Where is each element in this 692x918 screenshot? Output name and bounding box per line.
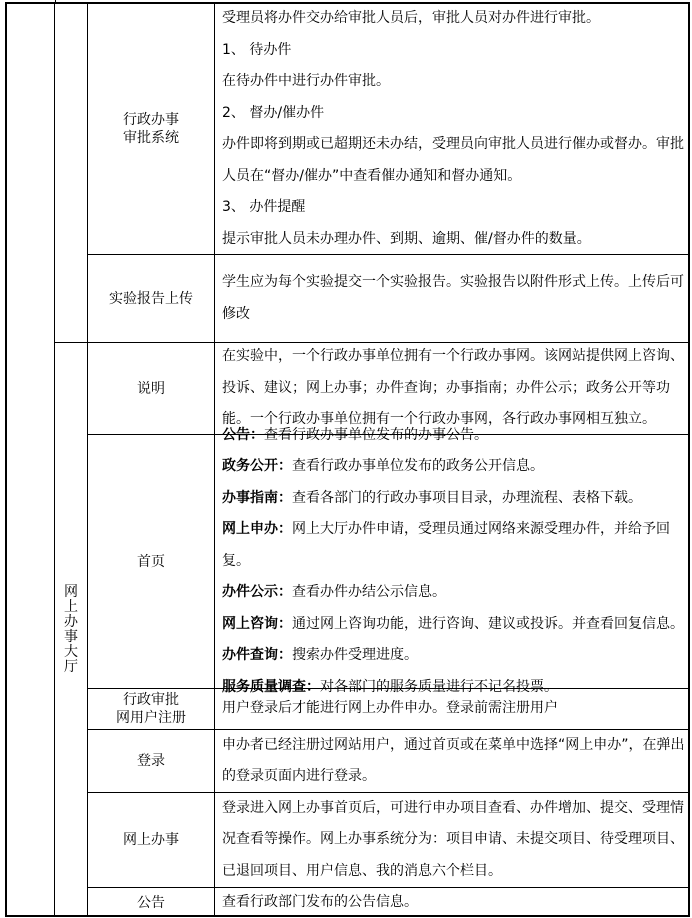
row-content-online-service — [215, 793, 688, 888]
row-label-line: 公告 — [137, 894, 165, 911]
row-label-line: 网上办事 — [123, 832, 179, 848]
content-paragraph: 学生应为每个实验提交一个实验报告。实验报告以附件形式上传。上传后可修改 — [222, 274, 684, 322]
row-label-login — [88, 730, 215, 793]
term-bold: 办件公示： — [222, 584, 292, 601]
term-bold: 网上咨询： — [222, 615, 292, 632]
row-label-line: 说明 — [137, 380, 165, 397]
row-content-notice — [215, 888, 688, 917]
content-paragraph: 查看行政部门发布的公告信息。 — [222, 893, 418, 910]
row-content-report-upload — [215, 255, 688, 343]
content-paragraph: 2、 督办/催办件 — [222, 104, 325, 121]
upper-category-empty-cell — [55, 4, 88, 343]
section-label-char: 办 — [64, 614, 78, 630]
row-label-approval-system — [88, 4, 215, 255]
term-bold: 办事指南： — [222, 489, 292, 506]
section-label-vertical — [64, 585, 78, 675]
term-bold: 公告： — [222, 426, 264, 443]
row-label-notice — [88, 888, 215, 917]
term-bold: 服务质量调查： — [222, 678, 320, 695]
row-content-homepage — [215, 426, 688, 695]
row-label-line: 审批系统 — [123, 130, 179, 146]
content-paragraph: 在待办件中进行办件审批。 — [222, 73, 390, 89]
row-label-line: 首页 — [137, 553, 165, 570]
content-paragraph: 办件查询：搜索办件受理进度。 — [222, 647, 418, 664]
content-paragraph: 在实验中，一个行政办事单位拥有一个行政办事网。该网站提供网上咨询、投诉、建议；网上办事；办件查询；办事指南；办件公示；政务公开等功能。一个行政办事单位拥有一个行政办事网，各行政办事网相互独立。 — [222, 348, 684, 428]
content-paragraph: 网上申办：网上大厅办件申请，受理员通过网络来源受理办件，并给予回复。 — [222, 521, 670, 569]
section-category-cell — [55, 343, 88, 917]
content-paragraph: 公告：查看行政办事单位发布的办事公告。 — [222, 426, 488, 443]
term-bold: 网上申办： — [222, 521, 292, 538]
section-label-char: 上 — [64, 599, 78, 615]
section-label-char: 事 — [64, 629, 78, 645]
content-paragraph: 网上咨询：通过网上咨询功能，进行咨询、建议或投诉。并查看回复信息。 — [222, 615, 684, 632]
content-paragraph: 办件即将到期或已超期还未办结，受理员向审批人员进行催办或督办。审批人员在“督办/催办”中查看催办通知和督办通知。 — [222, 136, 684, 184]
content-paragraph: 1、 待办件 — [222, 41, 292, 58]
content-paragraph: 受理员将办件交办给审批人员后，审批人员对办件进行审批。 — [222, 10, 600, 26]
section-label-char: 网 — [64, 584, 78, 600]
row-content-approval-system — [215, 4, 688, 255]
row-label-user-register — [88, 689, 215, 730]
row-label-line: 网用户注册 — [116, 710, 186, 726]
row-label-description — [88, 343, 215, 435]
content-paragraph: 服务质量调查：对各部门的服务质量进行不记名投票。 — [222, 678, 558, 695]
content-paragraph: 政务公开：查看行政办事单位发布的政务公开信息。 — [222, 458, 544, 475]
term-bold: 办件查询： — [222, 647, 292, 664]
row-label-line: 登录 — [137, 753, 165, 769]
row-content-login — [215, 730, 688, 793]
left-spacer-cell — [7, 4, 55, 917]
section-label-char: 大 — [64, 644, 78, 660]
content-paragraph: 办件公示：查看办件办结公示信息。 — [222, 584, 446, 601]
row-label-homepage — [88, 435, 215, 689]
row-label-line: 行政办事 — [123, 112, 179, 128]
content-paragraph: 申办者已经注册过网站用户，通过首页或在菜单中选择“网上申办”，在弹出的登录页面内进行登录。 — [222, 736, 685, 784]
content-paragraph: 办事指南：查看各部门的行政办事项目目录，办理流程、表格下载。 — [222, 489, 642, 506]
row-content-user-register — [215, 689, 688, 730]
row-label-report-upload — [88, 255, 215, 343]
content-paragraph: 登录进入网上办事首页后，可进行申办项目查看、办件增加、提交、受理情况查看等操作。网上办事系统分为：项目申请、未提交项目、待受理项目、已退回项目、用户信息、我的消息六个栏目。 — [222, 799, 684, 879]
row-label-line: 实验报告上传 — [109, 290, 193, 307]
term-bold: 政务公开： — [222, 458, 292, 475]
content-paragraph: 用户登录后才能进行网上办件申办。登录前需注册用户 — [222, 700, 558, 717]
content-paragraph: 提示审批人员未办理办件、到期、逾期、催/督办件的数量。 — [222, 230, 591, 247]
row-label-online-service — [88, 793, 215, 888]
row-label-line: 行政审批 — [123, 692, 179, 708]
experiment-guide-table — [5, 2, 690, 917]
content-paragraph: 3、 办件提醒 — [222, 199, 306, 215]
section-label-char: 厅 — [64, 659, 78, 675]
